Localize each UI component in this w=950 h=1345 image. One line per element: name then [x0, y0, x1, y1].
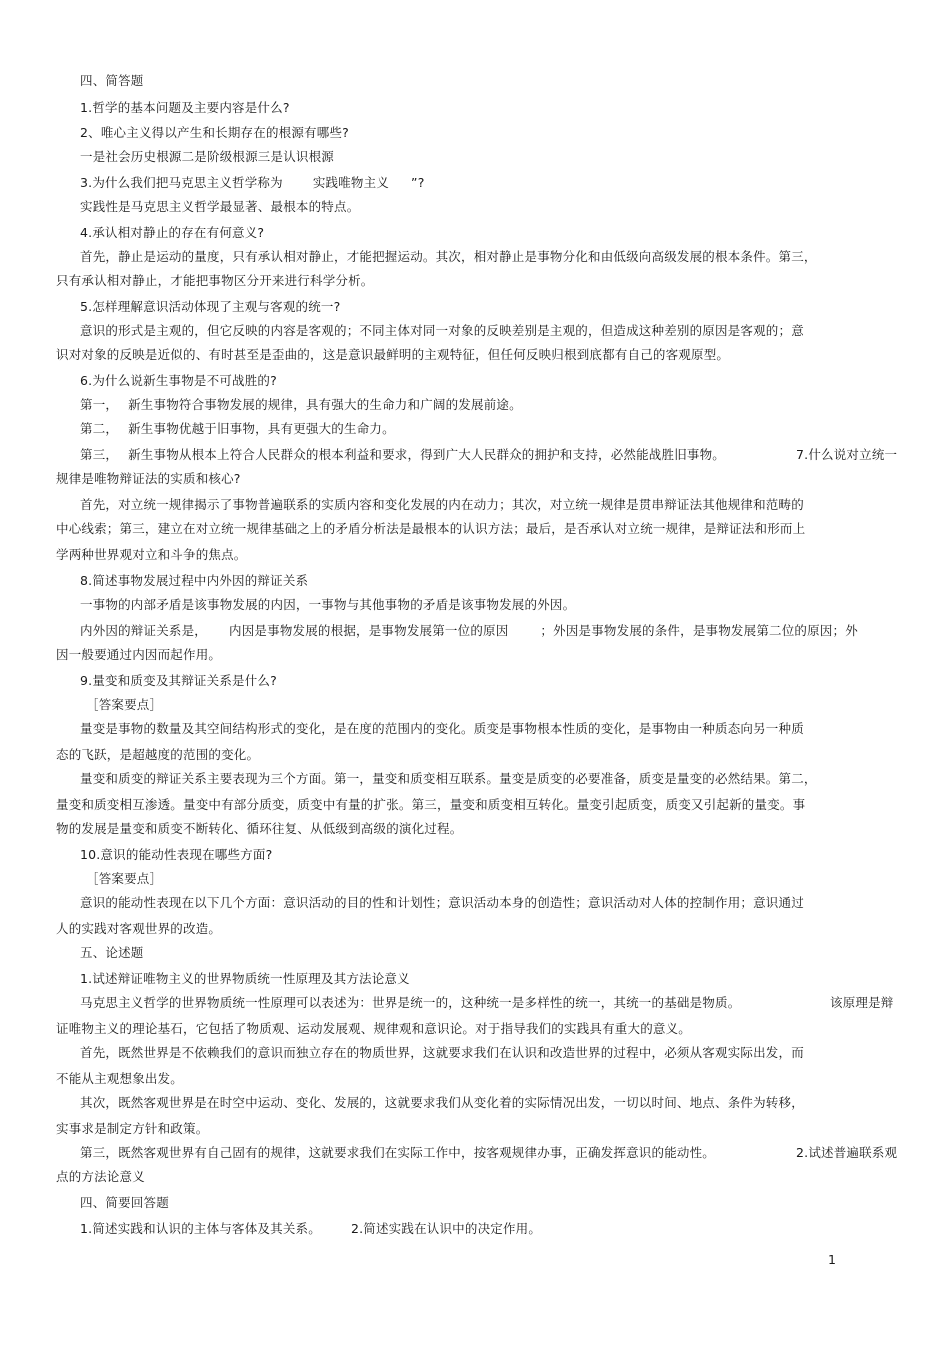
question: 7.什么说对立统一 [796, 447, 898, 462]
answer-line: 量变和质变相互渗透。量变中有部分质变，质变中有量的扩张。第三，量变和质变相互转化。量变引起质变，质变又引起新的量变。事 [56, 797, 806, 812]
answer-line: 学两种世界观对立和斗争的焦点。 [56, 547, 247, 562]
question: 1.哲学的基本问题及主要内容是什么? [80, 100, 290, 115]
question: 10.意识的能动性表现在哪些方面? [80, 847, 273, 862]
answer-line: 量变和质变的辩证关系主要表现为三个方面。第一，量变和质变相互联系。量变是质变的必要准备，质变是量变的必然结果。第二， [80, 771, 817, 786]
answer-key-label: ［答案要点］ [86, 871, 163, 886]
question: 点的方法论意义 [56, 1169, 145, 1184]
page-number: 1 [828, 1252, 836, 1267]
answer-line: 马克思主义哲学的世界物质统一性原理可以表述为：世界是统一的，这种统一是多样性的统一，其统一的基础是物质。 [80, 995, 741, 1010]
answer-line: 实践性是马克思主义哲学最显著、最根本的特点。 [80, 199, 360, 214]
answer-line: 识对对象的反映是近似的、有时甚至是歪曲的，这是意识最鲜明的主观特征，但任何反映归根到底都有自己的客观原型。 [56, 347, 730, 362]
question: 2.试述普遍联系观 [796, 1145, 898, 1160]
answer-line: 第三，既然客观世界有自己固有的规律，这就要求我们在实际工作中，按客观规律办事，正确发挥意识的能动性。 [80, 1145, 716, 1160]
question: 2、唯心主义得以产生和长期存在的根源有哪些? [80, 125, 349, 140]
question: 4.承认相对静止的存在有何意义? [80, 225, 265, 240]
question: 5.怎样理解意识活动体现了主观与客观的统一? [80, 299, 341, 314]
answer-line: 意识的能动性表现在以下几个方面：意识活动的目的性和计划性；意识活动本身的创造性；意识活动对人体的控制作用；意识通过 [80, 895, 804, 910]
question: 3.为什么我们把马克思主义哲学称为 实践唯物主义 ”? [80, 175, 425, 190]
section-heading: 四、简答题 [80, 73, 144, 88]
answer-line: 一事物的内部矛盾是该事物发展的内因，一事物与其他事物的矛盾是该事物发展的外因。 [80, 597, 576, 612]
question: 规律是唯物辩证法的实质和核心? [56, 471, 241, 486]
question: 6.为什么说新生事物是不可战胜的? [80, 373, 277, 388]
answer-line: 因一般要通过内因而起作用。 [56, 647, 222, 662]
answer-line: 物的发展是量变和质变不断转化、循环往复、从低级到高级的演化过程。 [56, 821, 463, 836]
answer-line: 证唯物主义的理论基石，它包括了物质观、运动发展观、规律观和意识论。对于指导我们的实践具有重大的意义。 [56, 1021, 692, 1036]
answer-line: 首先，静止是运动的量度，只有承认相对静止，才能把握运动。其次，相对静止是事物分化和由低级向高级发展的根本条件。第三， [80, 249, 817, 264]
answer-key-label: ［答案要点］ [86, 697, 163, 712]
answer-line: 不能从主观想象出发。 [56, 1071, 184, 1086]
answer-line: 一是社会历史根源二是阶级根源三是认识根源 [80, 149, 335, 164]
answer-line: 量变是事物的数量及其空间结构形式的变化，是在度的范围内的变化。质变是事物根本性质的变化，是事物由一种质态向另一种质 [80, 721, 804, 736]
question: 1.简述实践和认识的主体与客体及其关系。 2.简述实践在认识中的决定作用。 [80, 1221, 542, 1236]
answer-line: 内外因的辩证关系是， 内因是事物发展的根据，是事物发展第一位的原因 ；外因是事物发展的条件，是事物发展第二位的原因；外 [80, 623, 858, 638]
question: 8.简述事物发展过程中内外因的辩证关系 [80, 573, 309, 588]
answer-line: 第二， 新生事物优越于旧事物，具有更强大的生命力。 [80, 421, 395, 436]
answer-line: 中心线索；第三，建立在对立统一规律基础之上的矛盾分析法是最根本的认识方法；最后，是否承认对立统一规律，是辩证法和形而上 [56, 521, 806, 536]
answer-line: 实事求是制定方针和政策。 [56, 1121, 209, 1136]
answer-line: 该原理是辩 [830, 995, 894, 1010]
section-heading: 五、论述题 [80, 945, 144, 960]
answer-line: 态的飞跃，是超越度的范围的变化。 [56, 747, 260, 762]
section-heading: 四、简要回答题 [80, 1195, 169, 1210]
answer-line: 只有承认相对静止，才能把事物区分开来进行科学分析。 [56, 273, 374, 288]
answer-line: 第三， 新生事物从根本上符合人民群众的根本利益和要求，得到广大人民群众的拥护和支持，必然能战胜旧事物。 [80, 447, 726, 462]
answer-line: 第一， 新生事物符合事物发展的规律，具有强大的生命力和广阔的发展前途。 [80, 397, 522, 412]
answer-line: 其次，既然客观世界是在时空中运动、变化、发展的，这就要求我们从变化着的实际情况出发，一切以时间、地点、条件为转移， [80, 1095, 804, 1110]
question: 9.量变和质变及其辩证关系是什么? [80, 673, 277, 688]
question: 1.试述辩证唯物主义的世界物质统一性原理及其方法论意义 [80, 971, 410, 986]
answer-line: 首先，既然世界是不依赖我们的意识而独立存在的物质世界，这就要求我们在认识和改造世界的过程中，必须从客观实际出发，而 [80, 1045, 804, 1060]
answer-line: 首先，对立统一规律揭示了事物普遍联系的实质内容和变化发展的内在动力；其次，对立统一规律是贯串辩证法其他规律和范畴的 [80, 497, 804, 512]
answer-line: 人的实践对客观世界的改造。 [56, 921, 222, 936]
answer-line: 意识的形式是主观的，但它反映的内容是客观的；不同主体对同一对象的反映差别是主观的，但造成这种差别的原因是客观的；意 [80, 323, 804, 338]
